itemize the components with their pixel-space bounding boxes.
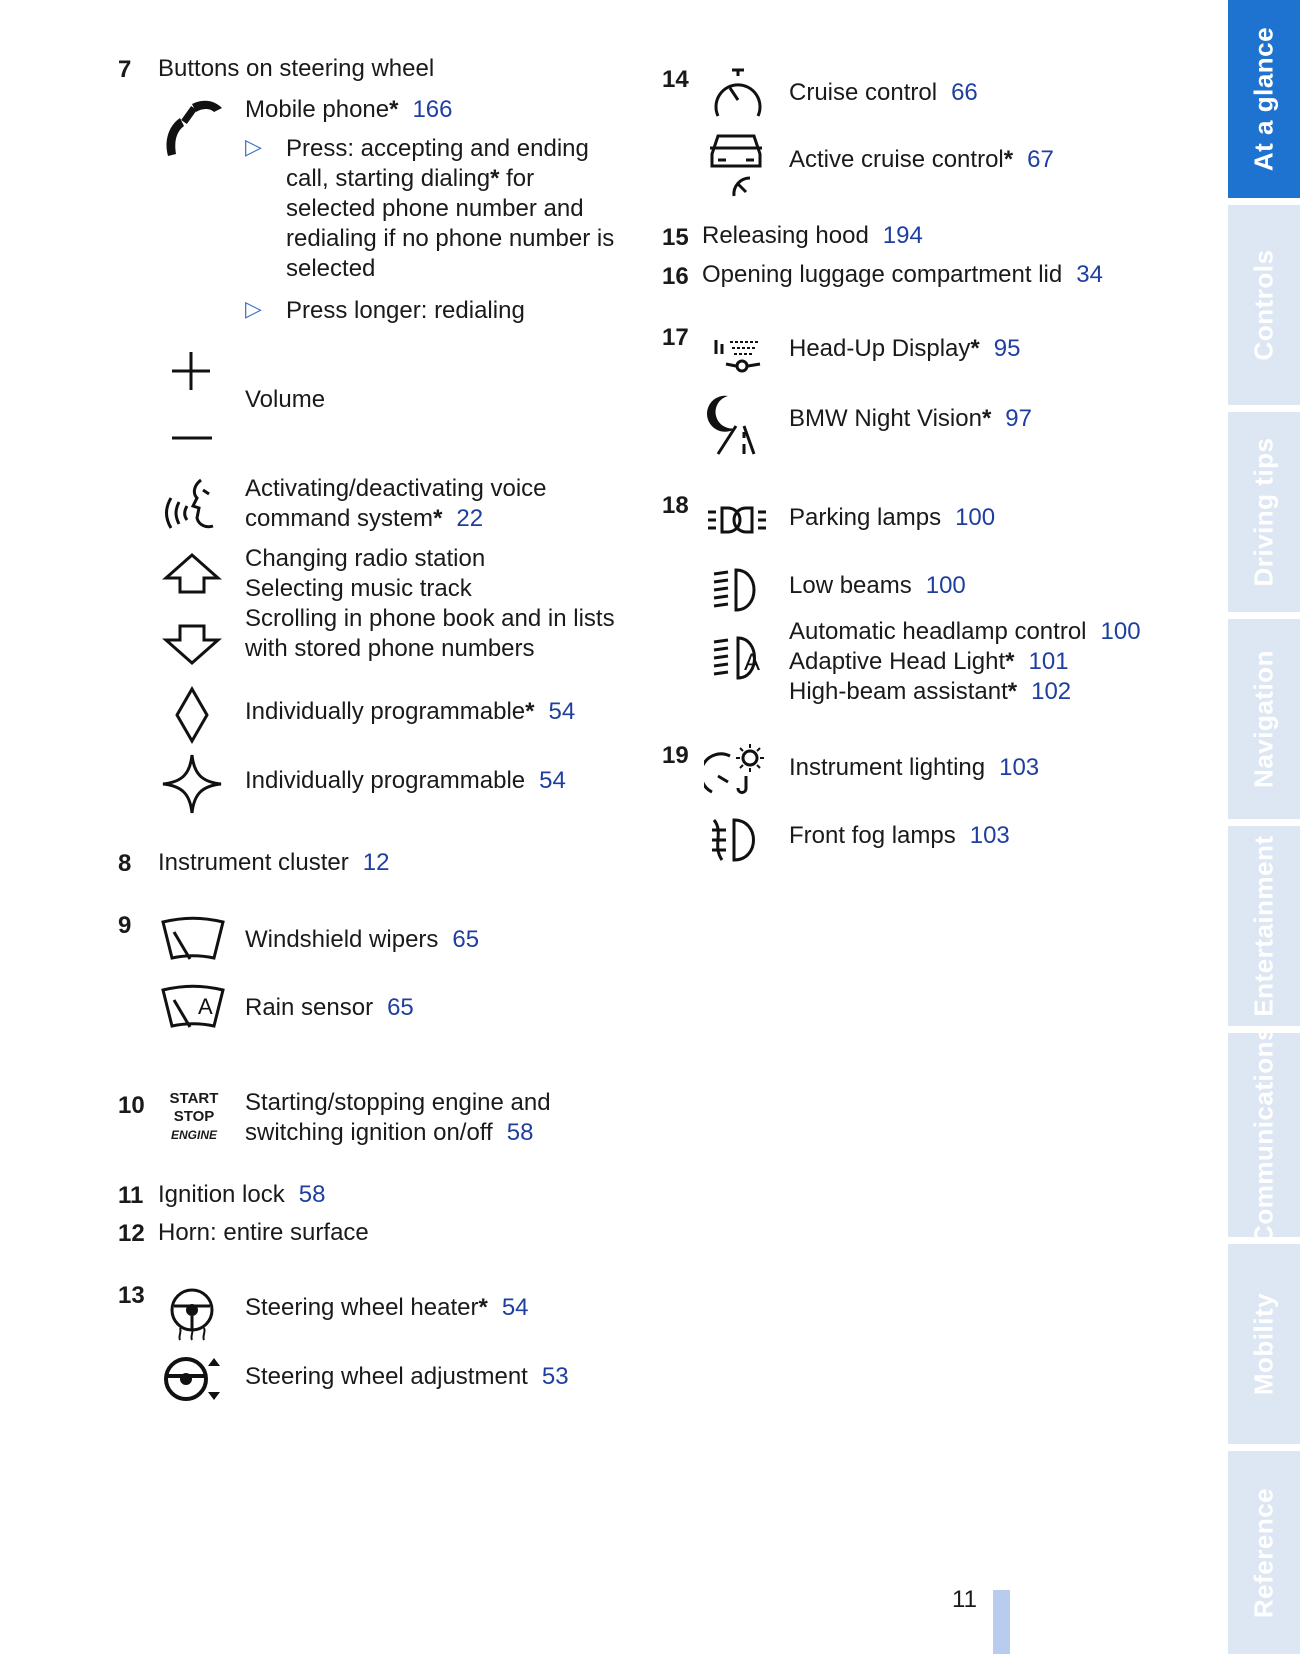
item-number: 17 (662, 324, 689, 351)
tab-driving-tips[interactable]: Driving tips (1228, 412, 1300, 612)
bullet-line: Press: accepting and ending (286, 135, 589, 162)
adaptive-light-entry: Adaptive Head Light* 101 (789, 648, 1069, 675)
page-ref-link[interactable]: 101 (1028, 648, 1069, 675)
start-stop-line-1: Starting/stopping engine and (245, 1089, 551, 1116)
rain-sensor-icon (160, 984, 226, 1030)
item-number: 13 (118, 1282, 145, 1309)
programmable-entry: Individually programmable* 54 (245, 698, 576, 725)
item-number: 15 (662, 224, 689, 251)
front-fog-lamps-icon (708, 816, 766, 864)
page-ref-link[interactable]: 100 (955, 504, 996, 531)
page-ref-link[interactable]: 66 (951, 79, 978, 106)
page-ref-link[interactable]: 102 (1031, 678, 1072, 705)
page-ref-link[interactable]: 65 (452, 926, 480, 953)
diamond-icon (174, 686, 210, 744)
tab-at-a-glance[interactable]: At a glance (1228, 0, 1300, 198)
night-vision-entry: BMW Night Vision* 97 (789, 405, 1032, 432)
item-number: 19 (662, 742, 689, 769)
page-ref-link[interactable]: 95 (993, 335, 1021, 362)
auto-headlamp-entry: Automatic headlamp control 100 (789, 618, 1141, 645)
minus-icon (172, 434, 214, 442)
page-ref-link[interactable]: 103 (999, 754, 1040, 781)
fog-lamps-entry: Front fog lamps 103 (789, 822, 1010, 849)
auto-headlamp-icon (710, 634, 770, 682)
page-ref-link[interactable]: 54 (539, 767, 566, 794)
steering-heater-entry: Steering wheel heater* 54 (245, 1294, 529, 1321)
tab-communications[interactable]: Communications (1228, 1033, 1300, 1237)
bullet-line: selected (286, 255, 376, 282)
page-ref-link[interactable]: 22 (456, 505, 484, 532)
page-ref-link[interactable]: 53 (541, 1363, 569, 1390)
page-number: 11 (952, 1586, 977, 1613)
bullet-line: call, starting dialing* for (286, 165, 535, 192)
low-beams-entry: Low beams 100 (789, 572, 966, 599)
svg-text:A: A (198, 994, 213, 1019)
horn-entry: Horn: entire surface (158, 1219, 369, 1246)
item-title: Buttons on steering wheel (158, 55, 435, 82)
parking-lamps-icon (706, 504, 768, 536)
start-stop-engine-icon: START STOP ENGINE (169, 1090, 219, 1142)
mobile-phone-entry: Mobile phone* 166 (245, 96, 453, 123)
page-ref-link[interactable]: 54 (548, 698, 576, 725)
item-number: 9 (118, 912, 132, 939)
page-marker-bar (993, 1590, 1010, 1654)
rain-sensor-entry: Rain sensor 65 (245, 994, 414, 1021)
windshield-wiper-icon (160, 916, 226, 962)
page-ref-link[interactable]: 166 (412, 96, 453, 123)
item-number: 16 (662, 263, 689, 290)
page-ref-link[interactable]: 67 (1027, 146, 1054, 173)
acc-entry: Active cruise control* 67 (789, 146, 1054, 173)
triangle-bullet-icon: ▷ (245, 296, 262, 321)
arrow-down-icon (162, 622, 222, 666)
head-up-display-icon (712, 334, 764, 374)
phone-icon (160, 98, 226, 160)
page-ref-link[interactable]: 100 (1100, 618, 1141, 645)
wipers-entry: Windshield wipers 65 (245, 926, 480, 953)
instrument-lighting-entry: Instrument lighting 103 (789, 754, 1040, 781)
tab-entertainment[interactable]: Entertainment (1228, 826, 1300, 1026)
instrument-lighting-icon (704, 742, 768, 800)
page-ref-link[interactable]: 100 (925, 572, 966, 599)
releasing-hood-entry: Releasing hood 194 (702, 222, 923, 249)
radio-line: Changing radio station (245, 545, 486, 572)
page-ref-link[interactable]: 65 (387, 994, 414, 1021)
instrument-cluster-entry: Instrument cluster 12 (158, 849, 390, 876)
cruise-control-entry: Cruise control 66 (789, 79, 978, 106)
bullet-line: selected phone number and (286, 195, 584, 222)
item-number: 14 (662, 66, 689, 93)
radio-line: Scrolling in phone book and in lists (245, 605, 615, 632)
tab-reference[interactable]: Reference (1228, 1451, 1300, 1654)
page-ref-link[interactable]: 58 (506, 1119, 534, 1146)
four-point-star-icon (160, 752, 224, 816)
page-ref-link[interactable]: 58 (298, 1181, 326, 1208)
night-vision-icon (706, 392, 764, 456)
item-number: 11 (118, 1182, 144, 1209)
steering-wheel-heater-icon (166, 1286, 222, 1342)
hud-entry: Head-Up Display* 95 (789, 335, 1021, 362)
item-number: 10 (118, 1092, 145, 1119)
voice-entry: command system* 22 (245, 505, 484, 532)
radio-line: with stored phone numbers (245, 635, 535, 662)
parking-lamps-entry: Parking lamps 100 (789, 504, 996, 531)
bullet-line: redialing if no phone number is (286, 225, 615, 252)
cruise-control-icon (710, 66, 766, 122)
svg-text:A: A (744, 649, 761, 676)
arrow-up-icon (162, 552, 222, 596)
item-number: 8 (118, 850, 132, 877)
plus-icon (170, 350, 212, 392)
steering-adjust-entry: Steering wheel adjustment 53 (245, 1363, 569, 1390)
voice-line-1: Activating/deactivating voice (245, 475, 547, 502)
item-number: 7 (118, 56, 132, 83)
ignition-lock-entry: Ignition lock 58 (158, 1181, 326, 1208)
tab-mobility[interactable]: Mobility (1228, 1244, 1300, 1444)
tab-controls[interactable]: Controls (1228, 205, 1300, 405)
tab-navigation[interactable]: Navigation (1228, 619, 1300, 819)
low-beams-icon (710, 566, 766, 614)
item-number: 18 (662, 492, 689, 519)
voice-command-icon (163, 476, 225, 536)
programmable-entry: Individually programmable 54 (245, 767, 566, 794)
page-ref-link[interactable]: 97 (1005, 405, 1032, 432)
volume-label: Volume (245, 386, 326, 413)
page-ref-link[interactable]: 54 (501, 1294, 529, 1321)
luggage-lid-entry: Opening luggage compartment lid 34 (702, 261, 1103, 288)
page-ref-link[interactable]: 34 (1076, 261, 1103, 288)
radio-line: Selecting music track (245, 575, 472, 602)
high-beam-entry: High-beam assistant* 102 (789, 678, 1072, 705)
bullet-line: Press longer: redialing (286, 297, 525, 324)
active-cruise-control-icon (706, 130, 766, 200)
page-ref-link[interactable]: 12 (362, 849, 390, 876)
item-number: 12 (118, 1220, 145, 1247)
page-ref-link[interactable]: 194 (882, 222, 923, 249)
start-stop-entry: switching ignition on/off 58 (245, 1119, 534, 1146)
triangle-bullet-icon: ▷ (245, 134, 262, 159)
steering-wheel-adjust-icon (162, 1354, 224, 1404)
page-ref-link[interactable]: 103 (969, 822, 1010, 849)
